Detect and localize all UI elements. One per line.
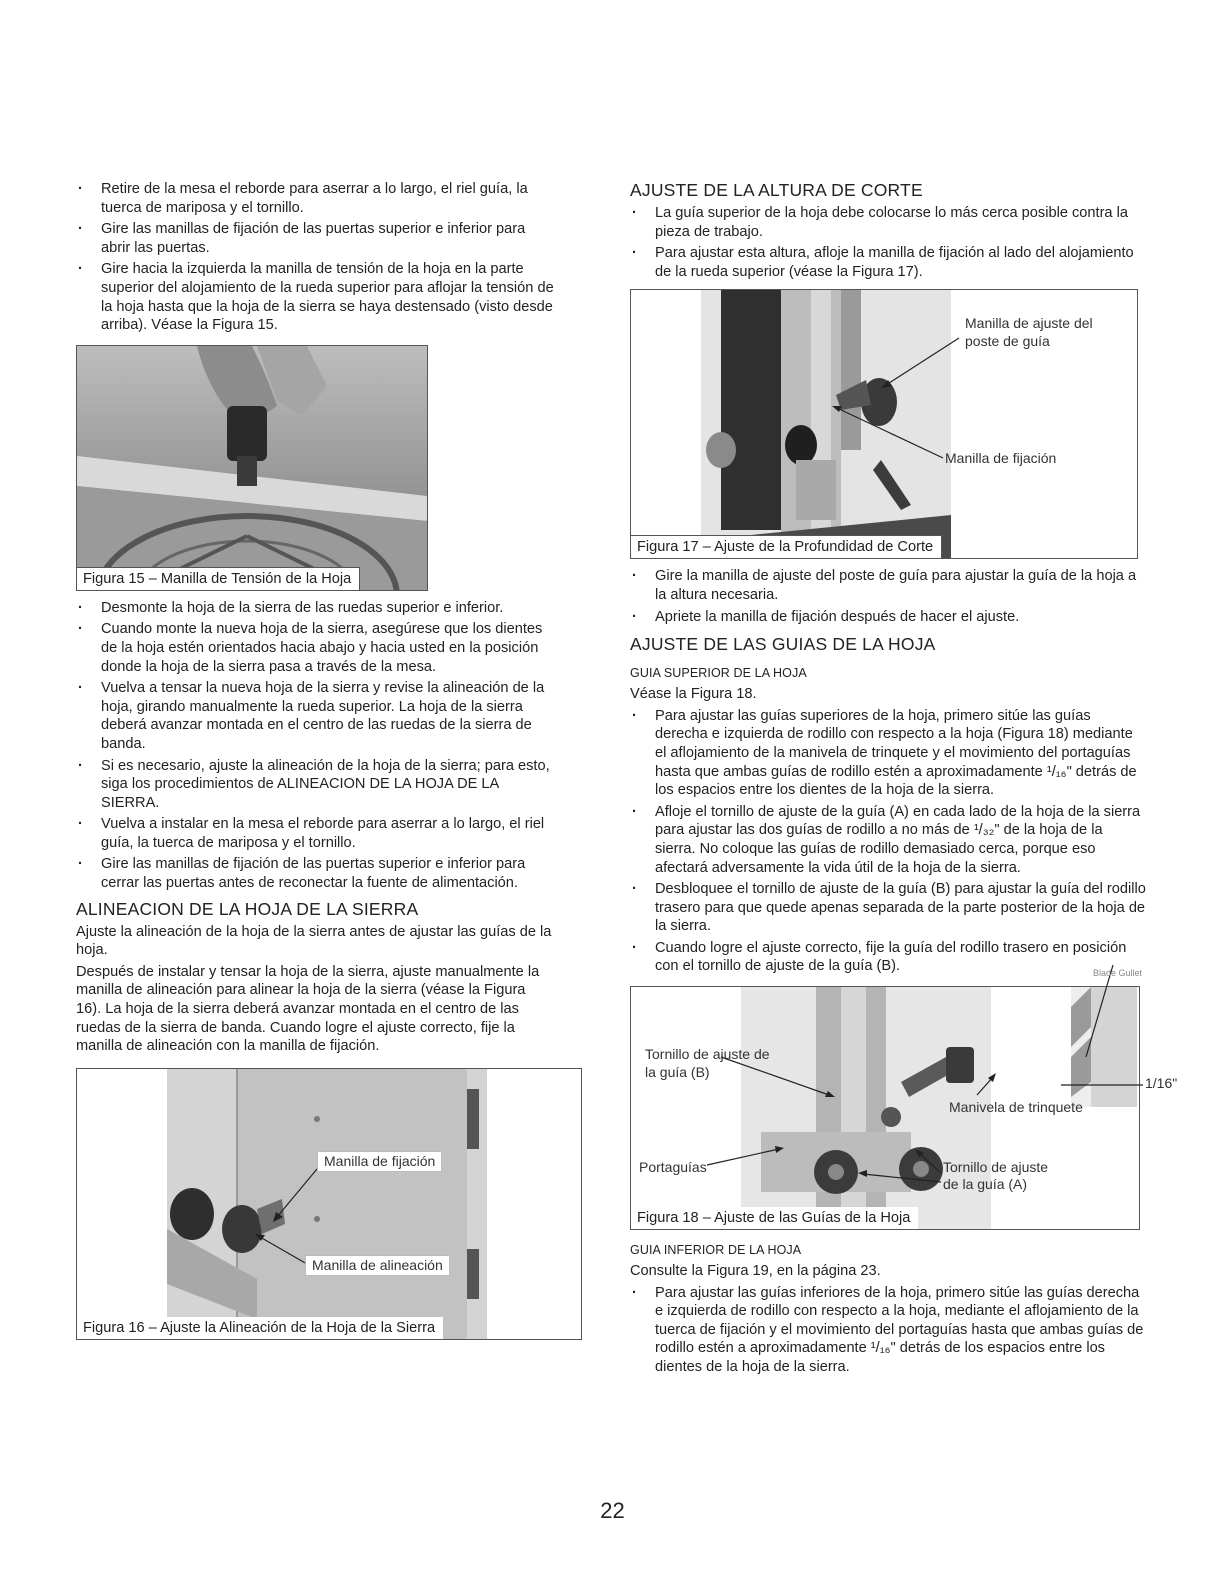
list-item: · Cuando monte la nueva hoja de la sierra, asegúrese que los dientes de la hoja estén orientados hacia abajo y hacia usted en la posición donde la hoja de la sierra pasa a través de la mesa. <box>76 620 554 676</box>
figure-17-label-fijacion: Manilla de fijación <box>945 450 1057 467</box>
list-item: · Gire la manilla de ajuste del poste de guía para ajustar la guía de la hoja a la altura necesaria. <box>630 567 1146 604</box>
list-item: · Vuelva a tensar la nueva hoja de la sierra y revise la alineación de la hoja, girando manualmente la rueda superior. La hoja de la sierra deberá avanzar montada en el centro de las ruedas de la sierra de banda. <box>76 679 554 753</box>
figure-18-label-tornillo-a-line1: Tornillo de ajuste <box>943 1159 1049 1176</box>
figure-18-label-1-16: 1/16" <box>1145 1075 1178 1092</box>
figure-18 <box>630 968 1178 1230</box>
figure-reference: Véase la Figura 18. <box>630 686 757 703</box>
list-item: · Gire las manillas de fijación de las puertas superior e inferior para cerrar las puertas antes de reconectar la fuente de alimentación. <box>76 855 554 892</box>
list-item: · Gire hacia la izquierda la manilla de tensión de la hoja en la parte superior del alojamiento de la rueda superior para aflojar la tensión de la hoja hasta que la hoja de la sierra se haya destensado (visto desde arriba). Véase la Figura 15. <box>76 260 554 334</box>
left-column <box>76 180 554 1348</box>
figure-17-caption: Figura 17 – Ajuste de la Profundidad de Corte <box>631 535 942 558</box>
list-item: · Desbloquee el tornillo de ajuste de la guía (B) para ajustar la guía del rodillo trasero para que quede apenas separada de la parte posterior de la hoja de la sierra. <box>630 880 1146 936</box>
figure-18-label-tornillo-b <box>645 1045 770 1081</box>
figure-18-label-tornillo-a-line2: de la guía (A) <box>943 1176 1028 1193</box>
paragraph: Ajuste la alineación de la hoja de la sierra antes de ajustar las guías de la hoja. <box>76 923 552 959</box>
bullet-list-poste <box>630 567 1146 626</box>
list-item: · Desmonte la hoja de la sierra de las ruedas superior e inferior. <box>76 599 554 618</box>
bullet-list-mount <box>76 599 554 893</box>
list-item: · Para ajustar las guías inferiores de la hoja, primero sitúe las guías derecha e izquierda de rodillo con respecto a la hoja, mediante el aflojamiento de la tuerca de fijación y el movimiento del portaguías hasta que ambas guías de rodillo estén a aproximadamente ¹/₁₆" detrás de los espacios entre los dientes de la hoja de la sierra. <box>630 1284 1146 1377</box>
paragraph: Después de instalar y tensar la hoja de la sierra, ajuste manualmente la manilla de alineación para alinear la hoja de la sierra (véase la Figura 16). La hoja de la sierra deberá avanzar montada en el centro de las ruedas de la sierra de banda. Cuando logre el ajuste correcto, fije la manilla de alineación con la manilla de fijación. <box>76 963 540 1055</box>
figure-15-caption: Figura 15 – Manilla de Tensión de la Hoja <box>77 567 360 590</box>
figure-reference: Consulte la Figura 19, en la página 23. <box>630 1263 881 1280</box>
figure-15 <box>76 345 428 591</box>
figure-17 <box>630 289 1138 559</box>
list-item: · Apriete la manilla de fijación después de hacer el ajuste. <box>630 608 1146 627</box>
bullet-list-inferior <box>630 1284 1146 1377</box>
figure-18-caption: Figura 18 – Ajuste de las Guías de la Hoja <box>631 1207 918 1229</box>
list-item: · Si es necesario, ajuste la alineación de la hoja de la sierra; para esto, siga los procedimientos de ALINEACION DE LA HOJA DE LA SIERRA. <box>76 757 554 813</box>
figure-18-label-tornillo-b-line2: la guía (B) <box>645 1064 710 1081</box>
list-item: · Retire de la mesa el reborde para aserrar a lo largo, el riel guía, la tuerca de mariposa y el tornillo. <box>76 180 554 217</box>
list-item: · Gire las manillas de fijación de las puertas superior e inferior para abrir las puertas. <box>76 220 554 257</box>
figure-18-label-portaguias: Portaguías <box>639 1159 707 1176</box>
figure-16 <box>76 1068 582 1340</box>
subheading-superior: GUIA SUPERIOR DE LA HOJA <box>630 666 807 681</box>
section-heading-altura: AJUSTE DE LA ALTURA DE CORTE <box>630 180 923 200</box>
figure-17-label-poste <box>965 314 1095 350</box>
figure-16-caption: Figura 16 – Ajuste la Alineación de la Hoja de la Sierra <box>77 1317 443 1339</box>
list-item: · Para ajustar las guías superiores de la hoja, primero sitúe las guías derecha e izquierda de rodillo con respecto a la hoja (Figura 18) mediante el aflojamiento de la manivela de trinquete y el movimiento del portaguías hasta que ambas guías de rodillo estén a aproximadamente ¹/₁₆" detrás de los espacios entre los dientes de la hoja de la sierra. <box>630 707 1146 800</box>
list-item: · Afloje el tornillo de ajuste de la guía (A) en cada lado de la hoja de la sierra para ajustar las dos guías de rodillo a no más de ¹/₃₂" de la hoja de la sierra. No coloque las guías de rodillo demasiado cerca, porque eso afectará adversamente la vida útil de la hoja de la sierra. <box>630 803 1146 877</box>
list-item: · Para ajustar esta altura, afloje la manilla de fijación al lado del alojamiento de la rueda superior (véase la Figura 17). <box>630 244 1146 281</box>
figure-16-label-alineacion: Manilla de alineación <box>305 1255 450 1276</box>
figure-18-label-tornillo-a <box>943 1159 1048 1193</box>
right-column <box>630 180 1178 1380</box>
figure-18-label-tornillo-b-line1: Tornillo de ajuste de <box>645 1046 770 1063</box>
bullet-list-superior <box>630 707 1146 976</box>
figure-17-label-poste-text: Manilla de ajuste del poste de guía <box>965 315 1093 350</box>
subheading-inferior: GUIA INFERIOR DE LA HOJA <box>630 1243 802 1258</box>
figure-15-photo <box>77 346 427 590</box>
section-heading-guias: AJUSTE DE LAS GUIAS DE LA HOJA <box>630 634 936 655</box>
list-item: · La guía superior de la hoja debe colocarse lo más cerca posible contra la pieza de trabajo. <box>630 204 1146 241</box>
figure-18-label-manivela: Manivela de trinquete <box>949 1099 1083 1116</box>
page-number: 22 <box>600 1498 625 1523</box>
figure-16-leaders <box>77 1069 581 1339</box>
figure-18-leaders <box>631 987 1191 1229</box>
list-item: · Vuelva a instalar en la mesa el reborde para aserrar a lo largo, el riel guía, la tuerca de mariposa y el tornillo. <box>76 815 554 852</box>
bullet-list-remove <box>76 180 554 335</box>
bullet-list-altura <box>630 204 1146 281</box>
figure-18-label-gullet: Blade Gullet <box>1093 968 1143 979</box>
list-item: · Cuando logre el ajuste correcto, fije la guía del rodillo trasero en posición con el tornillo de ajuste de la guía (B). <box>630 939 1146 976</box>
section-heading-alineacion: ALINEACION DE LA HOJA DE LA SIERRA <box>76 898 419 919</box>
figure-16-label-fijacion: Manilla de fijación <box>317 1151 442 1172</box>
